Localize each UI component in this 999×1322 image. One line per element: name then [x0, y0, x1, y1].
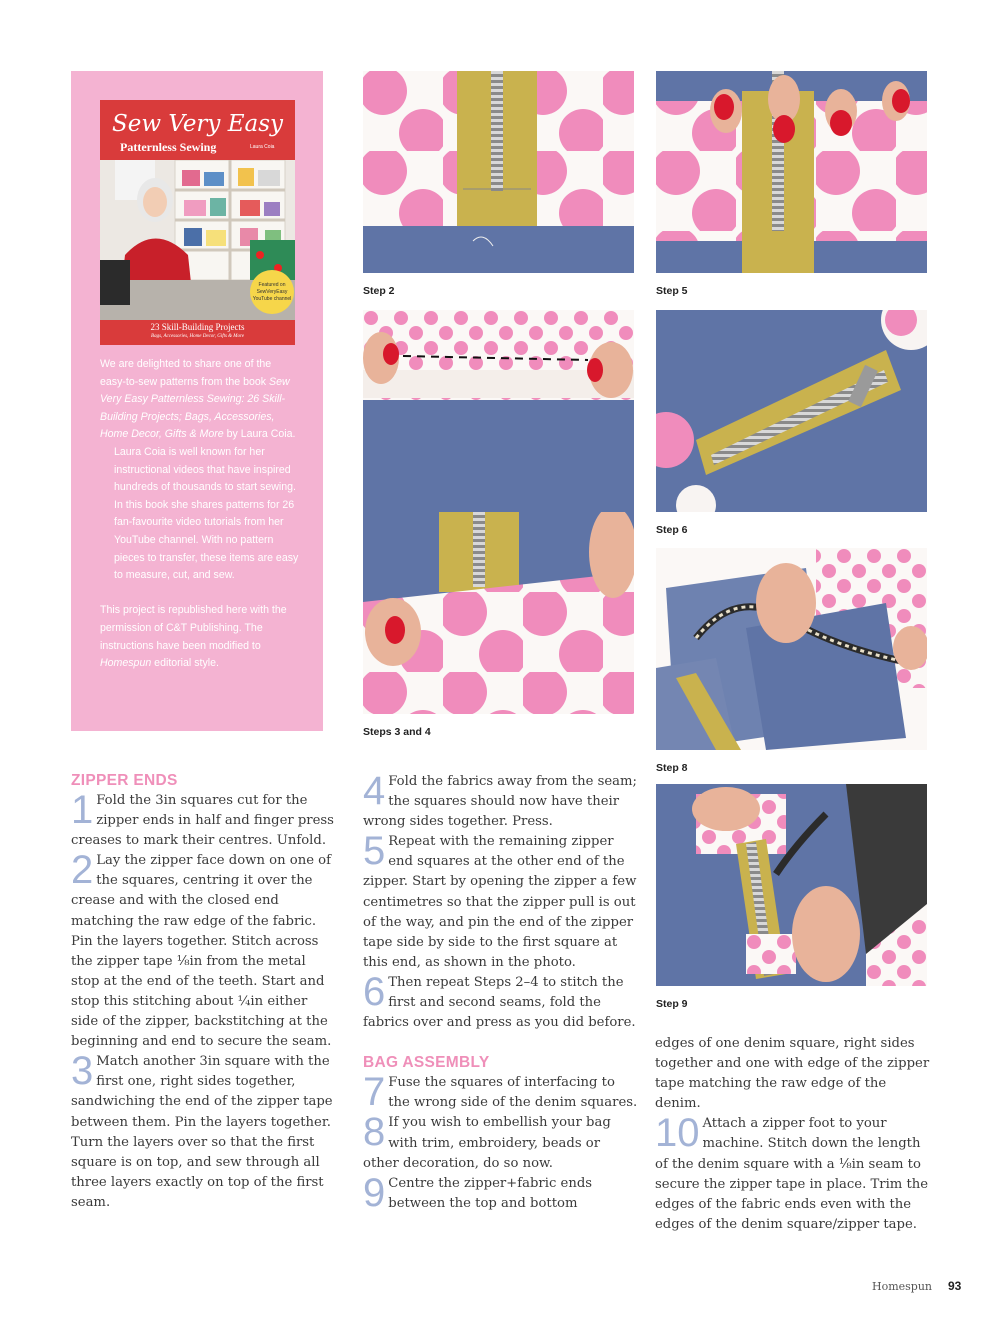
step-number-10: 10: [655, 1111, 700, 1156]
step-1-text: Fold the 3in squares cut for the zipper ends in half and finger press creases to mark their centres. Unfold.: [71, 793, 334, 849]
cover-subtitle: Patternless Sewing: [120, 140, 217, 154]
step-10-text: Attach a zipper foot to your machine. Stitch down the length of the denim square with a ⅛in seam to secure the zipper tape in place. Trim the edges of the fabric ends even with the edges of the denim square/zipper tape.: [655, 1116, 929, 1232]
cover-title: Sew Very Easy: [111, 111, 284, 137]
photo-step-2: [363, 71, 634, 273]
step-number-6: 6: [363, 969, 386, 1014]
step-6: [363, 969, 638, 1033]
sidebar-p3-end: editorial style.: [151, 657, 219, 670]
photo-step-8: [656, 548, 927, 750]
step-number-3: 3: [71, 1049, 94, 1094]
text-column-3: [655, 1034, 930, 1235]
sidebar-paragraph-2: Laura Coia is well known for her instructional videos that have inspired hundreds of thousands to start sewing. In this book she shares patterns for 26 fan-favourite video tutorials from her YouTube channel. With no pattern pieces to transfer, these items are easy to measure, cut, and sew.: [114, 445, 299, 582]
caption-step-2: Step 2: [363, 285, 395, 297]
step-5: [363, 829, 638, 973]
sidebar-p1-text: We are delighted to share one of the easy-to-sew patterns from the book: [100, 358, 272, 388]
step-number-4: 4: [363, 769, 386, 813]
step-number-2: 2: [71, 848, 94, 893]
step-number-9: 9: [363, 1170, 386, 1215]
cover-badge: Featured on SewVeryEasy YouTube channel: [250, 270, 294, 314]
step-number-5: 5: [363, 829, 386, 874]
step-2-text: Lay the zipper face down on one of the squares, centring it over the crease and with the closed end matching the raw edge of the fabric. Pin the layers together. Stitch across the zipper tape ⅛in from the metal stop at the end of the teeth. Start and stop this stitching about ¼in either side of the zipper, backstitching at the beginning and end to secure the seam.: [71, 853, 332, 1050]
text-column-1: [71, 771, 336, 1213]
caption-step-9: Step 9: [656, 998, 688, 1010]
book-cover: [100, 100, 295, 345]
step-number-1: 1: [71, 788, 94, 832]
photo-step-4: [363, 512, 634, 714]
step-number-8: 8: [363, 1110, 386, 1155]
photo-step-3: [363, 310, 634, 512]
sidebar-paragraph-1: [100, 356, 300, 444]
step-4: [363, 769, 638, 832]
step-9: [363, 1170, 638, 1215]
step-8: [363, 1110, 638, 1173]
section-heading-bag-assembly: BAG ASSEMBLY: [363, 1054, 490, 1072]
step-10: [655, 1111, 930, 1235]
step-9-continued: edges of one denim square, right sides together and one with edge of the zipper tape matching the raw edge of the denim.: [655, 1036, 930, 1112]
step-number-7: 7: [363, 1070, 386, 1115]
step-3-text: Match another 3in square with the first one, right sides together, sandwiching the end of the zipper tape between them. Pin the layers together. Turn the layers over so that the first square is on top, and sew through all three layers exactly on top of the first seam.: [71, 1054, 333, 1210]
page-number: 93: [948, 1279, 962, 1293]
caption-step-6: Step 6: [656, 524, 688, 536]
caption-step-5: Step 5: [656, 285, 688, 297]
caption-steps-3-4: Steps 3 and 4: [363, 726, 431, 738]
cover-footer: [100, 322, 295, 341]
step-3: [71, 1049, 336, 1213]
text-column-2: [363, 769, 638, 1215]
step-9-text: Centre the zipper+fabric ends between the top and bottom: [388, 1175, 593, 1211]
photo-step-6: [656, 310, 927, 512]
step-5-text: Repeat with the remaining zipper end squares at the other end of the zipper. Start by opening the zipper a few centimetres so that the zipper pull is out of the way, and pin the end of the zipper tape side by side to the first square at this end, as shown in the photo.: [363, 834, 637, 970]
step-8-text: If you wish to embellish your bag with trim, embroidery, beads or other decoration, do so now.: [363, 1115, 611, 1171]
step-4-text: Fold the fabrics away from the seam; the squares should now have their wrong sides together. Press.: [363, 774, 637, 830]
sidebar-p1-end: by Laura Coia.: [223, 428, 296, 441]
step-2: [71, 848, 336, 1052]
photo-step-9: [656, 784, 927, 986]
sidebar-brand: Homespun: [100, 657, 152, 670]
cover-author: Laura Coia: [250, 144, 275, 150]
step-1: [71, 788, 336, 851]
caption-step-8: Step 8: [656, 762, 688, 774]
cover-projects: 23 Skill-Building Projects: [150, 322, 245, 332]
sidebar-text: [100, 356, 300, 673]
step-6-text: Then repeat Steps 2–4 to stitch the first and second seams, fold the fabrics over and press as you did before.: [363, 974, 636, 1031]
step-7-text: Fuse the squares of interfacing to the wrong side of the denim squares.: [388, 1075, 638, 1111]
step-7: [363, 1070, 638, 1115]
sidebar-book-title: Sew Very Easy Patternless Sewing: 26 Skill-Building Projects; Bags, Accessories, Home Decor, Gifts & More: [100, 375, 290, 441]
sidebar-p3-text: This project is republished here with the permission of C&T Publishing. The instructions have been modified to: [100, 604, 287, 652]
footer-brand: Homespun: [872, 1280, 933, 1293]
photo-step-5: [656, 71, 927, 273]
cover-tagline: Bags, Accessories, Home Decor, Gifts & More: [151, 334, 244, 339]
sidebar-paragraph-3: [100, 602, 300, 672]
section-heading-zipper-ends: ZIPPER ENDS: [71, 772, 178, 789]
